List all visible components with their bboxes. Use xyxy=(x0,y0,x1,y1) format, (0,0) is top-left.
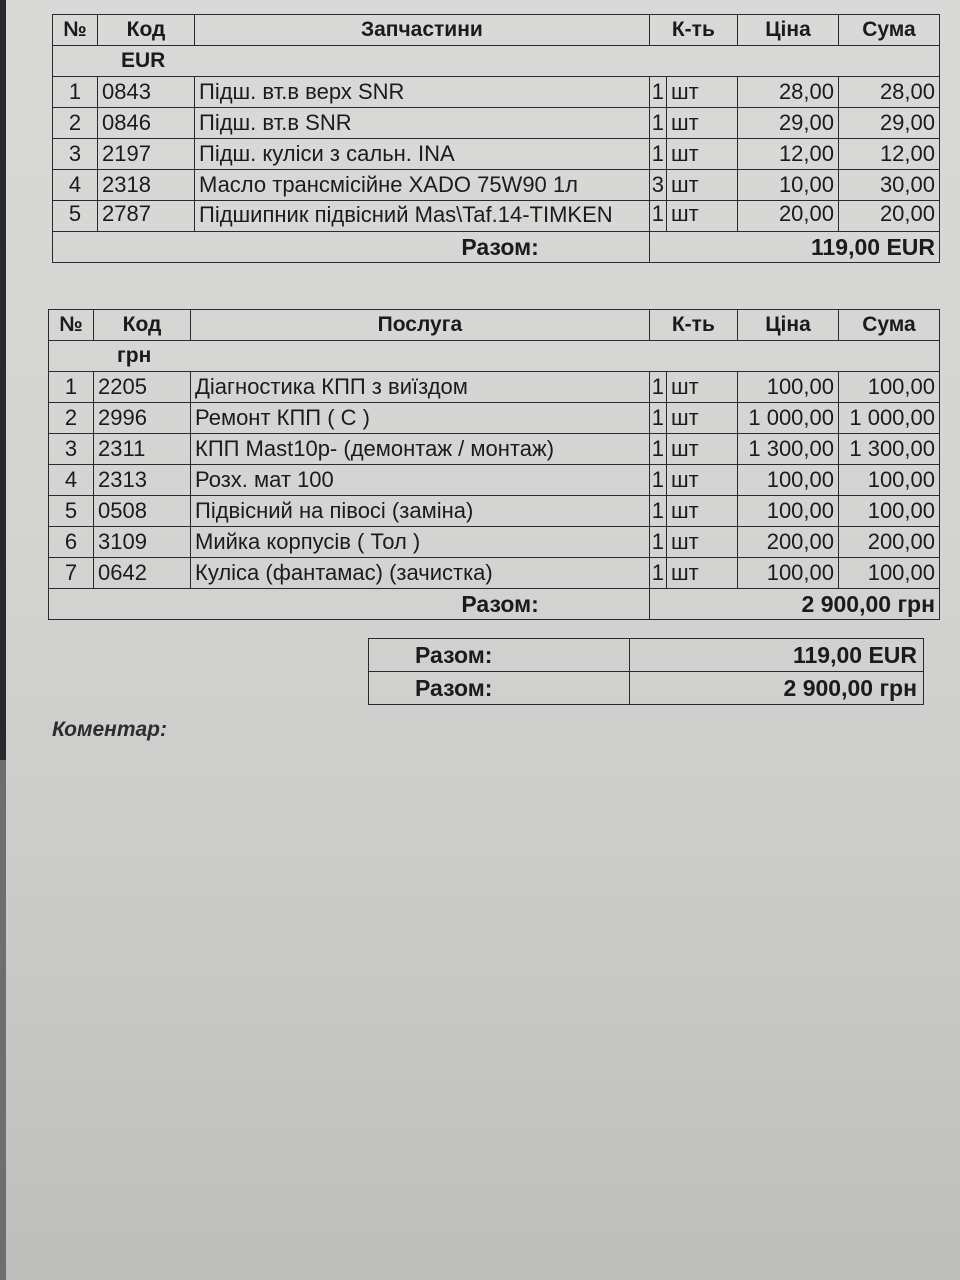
row-name: Ремонт КПП ( С ) xyxy=(191,403,650,434)
row-sum: 100,00 xyxy=(839,496,940,527)
header-no: № xyxy=(53,15,98,46)
row-sum: 28,00 xyxy=(839,77,940,108)
row-unit: шт xyxy=(667,372,738,403)
row-sum: 12,00 xyxy=(839,139,940,170)
header-sum: Сума xyxy=(839,310,940,341)
row-sum: 29,00 xyxy=(839,108,940,139)
row-name: Діагностика КПП з виїздом xyxy=(191,372,650,403)
row-code: 2996 xyxy=(94,403,191,434)
row-no: 1 xyxy=(49,372,94,403)
row-qty: 1 xyxy=(649,139,666,170)
table-row xyxy=(53,77,940,108)
header-code: Код xyxy=(98,15,195,46)
summary-label-eur: Разом: xyxy=(369,639,630,672)
row-qty: 1 xyxy=(649,434,666,465)
row-name: Мийка корпусів ( Тол ) xyxy=(191,527,650,558)
row-unit: шт xyxy=(667,139,738,170)
row-price: 28,00 xyxy=(738,77,839,108)
row-price: 1 300,00 xyxy=(738,434,839,465)
row-price: 29,00 xyxy=(738,108,839,139)
summary-row-uah xyxy=(369,672,924,705)
row-no: 5 xyxy=(53,201,98,232)
table-row xyxy=(49,434,940,465)
row-unit: шт xyxy=(667,403,738,434)
row-unit: шт xyxy=(667,496,738,527)
services-header-row xyxy=(49,310,940,341)
row-no: 1 xyxy=(53,77,98,108)
row-unit: шт xyxy=(667,558,738,589)
table-row xyxy=(49,372,940,403)
header-qty: К-ть xyxy=(649,310,737,341)
parts-total-label: Разом: xyxy=(53,232,650,263)
row-code: 2197 xyxy=(98,139,195,170)
row-code: 2318 xyxy=(98,170,195,201)
table-row xyxy=(49,465,940,496)
services-currency: грн xyxy=(49,341,940,372)
row-sum: 20,00 xyxy=(839,201,940,232)
row-price: 100,00 xyxy=(738,465,839,496)
row-qty: 1 xyxy=(649,465,666,496)
table-row xyxy=(53,139,940,170)
row-unit: шт xyxy=(667,465,738,496)
row-qty: 1 xyxy=(649,201,666,232)
header-no: № xyxy=(49,310,94,341)
row-code: 0508 xyxy=(94,496,191,527)
row-qty: 1 xyxy=(649,496,666,527)
row-code: 0843 xyxy=(98,77,195,108)
table-row xyxy=(53,201,940,232)
row-qty: 1 xyxy=(649,527,666,558)
services-total-row xyxy=(49,589,940,620)
header-service: Послуга xyxy=(191,310,650,341)
header-parts: Запчастини xyxy=(195,15,650,46)
row-sum: 100,00 xyxy=(839,558,940,589)
row-no: 2 xyxy=(49,403,94,434)
services-currency-row xyxy=(49,341,940,372)
row-name: Куліса (фантамас) (зачистка) xyxy=(191,558,650,589)
row-price: 200,00 xyxy=(738,527,839,558)
row-price: 1 000,00 xyxy=(738,403,839,434)
parts-header-row xyxy=(53,15,940,46)
table-row xyxy=(53,108,940,139)
header-sum: Сума xyxy=(839,15,940,46)
row-name: Підш. вт.в верх SNR xyxy=(195,77,650,108)
row-name: Підшипник підвісний Mas\Taf.14-TIMKEN xyxy=(195,201,650,232)
row-unit: шт xyxy=(667,77,738,108)
row-unit: шт xyxy=(667,527,738,558)
row-price: 12,00 xyxy=(738,139,839,170)
row-name: Масло трансмісійне XADO 75W90 1л xyxy=(195,170,650,201)
row-no: 3 xyxy=(49,434,94,465)
row-code: 2205 xyxy=(94,372,191,403)
parts-total-value: 119,00 EUR xyxy=(649,232,939,263)
parts-currency-row xyxy=(53,46,940,77)
row-no: 3 xyxy=(53,139,98,170)
row-unit: шт xyxy=(667,201,738,232)
row-unit: шт xyxy=(667,434,738,465)
row-name: Підвісний на півосі (заміна) xyxy=(191,496,650,527)
table-row xyxy=(49,403,940,434)
row-no: 2 xyxy=(53,108,98,139)
parts-total-row xyxy=(53,232,940,263)
row-sum: 200,00 xyxy=(839,527,940,558)
row-no: 6 xyxy=(49,527,94,558)
row-price: 100,00 xyxy=(738,558,839,589)
row-code: 2311 xyxy=(94,434,191,465)
row-unit: шт xyxy=(667,108,738,139)
row-code: 0846 xyxy=(98,108,195,139)
row-name: КПП Mast10р- (демонтаж / монтаж) xyxy=(191,434,650,465)
header-code: Код xyxy=(94,310,191,341)
row-sum: 100,00 xyxy=(839,465,940,496)
row-unit: шт xyxy=(667,170,738,201)
summary-value-uah: 2 900,00 грн xyxy=(630,672,924,705)
row-price: 10,00 xyxy=(738,170,839,201)
table-row xyxy=(53,170,940,201)
services-total-label: Разом: xyxy=(49,589,650,620)
row-qty: 1 xyxy=(649,108,666,139)
table-row xyxy=(49,558,940,589)
services-table xyxy=(48,309,940,620)
grand-summary-table xyxy=(368,638,924,705)
row-no: 4 xyxy=(53,170,98,201)
row-name: Розх. мат 100 xyxy=(191,465,650,496)
table-row xyxy=(49,527,940,558)
parts-table xyxy=(52,14,940,263)
row-price: 100,00 xyxy=(738,496,839,527)
row-sum: 1 000,00 xyxy=(839,403,940,434)
row-code: 2787 xyxy=(98,201,195,232)
row-sum: 30,00 xyxy=(839,170,940,201)
services-total-value: 2 900,00 грн xyxy=(649,589,939,620)
summary-value-eur: 119,00 EUR xyxy=(630,639,924,672)
row-name: Підш. вт.в SNR xyxy=(195,108,650,139)
row-sum: 1 300,00 xyxy=(839,434,940,465)
table-row xyxy=(49,496,940,527)
row-no: 5 xyxy=(49,496,94,527)
row-qty: 1 xyxy=(649,403,666,434)
row-no: 7 xyxy=(49,558,94,589)
row-price: 100,00 xyxy=(738,372,839,403)
header-qty: К-ть xyxy=(649,15,737,46)
header-price: Ціна xyxy=(738,310,839,341)
row-qty: 1 xyxy=(649,372,666,403)
row-code: 0642 xyxy=(94,558,191,589)
row-sum: 100,00 xyxy=(839,372,940,403)
summary-row-eur xyxy=(369,639,924,672)
row-qty: 3 xyxy=(649,170,666,201)
row-name: Підш. куліси з сальн. INA xyxy=(195,139,650,170)
row-price: 20,00 xyxy=(738,201,839,232)
row-code: 3109 xyxy=(94,527,191,558)
row-qty: 1 xyxy=(649,558,666,589)
summary-label-uah: Разом: xyxy=(369,672,630,705)
parts-currency: EUR xyxy=(53,46,940,77)
header-price: Ціна xyxy=(738,15,839,46)
row-no: 4 xyxy=(49,465,94,496)
row-code: 2313 xyxy=(94,465,191,496)
row-qty: 1 xyxy=(649,77,666,108)
comment-label: Коментар: xyxy=(52,718,168,741)
